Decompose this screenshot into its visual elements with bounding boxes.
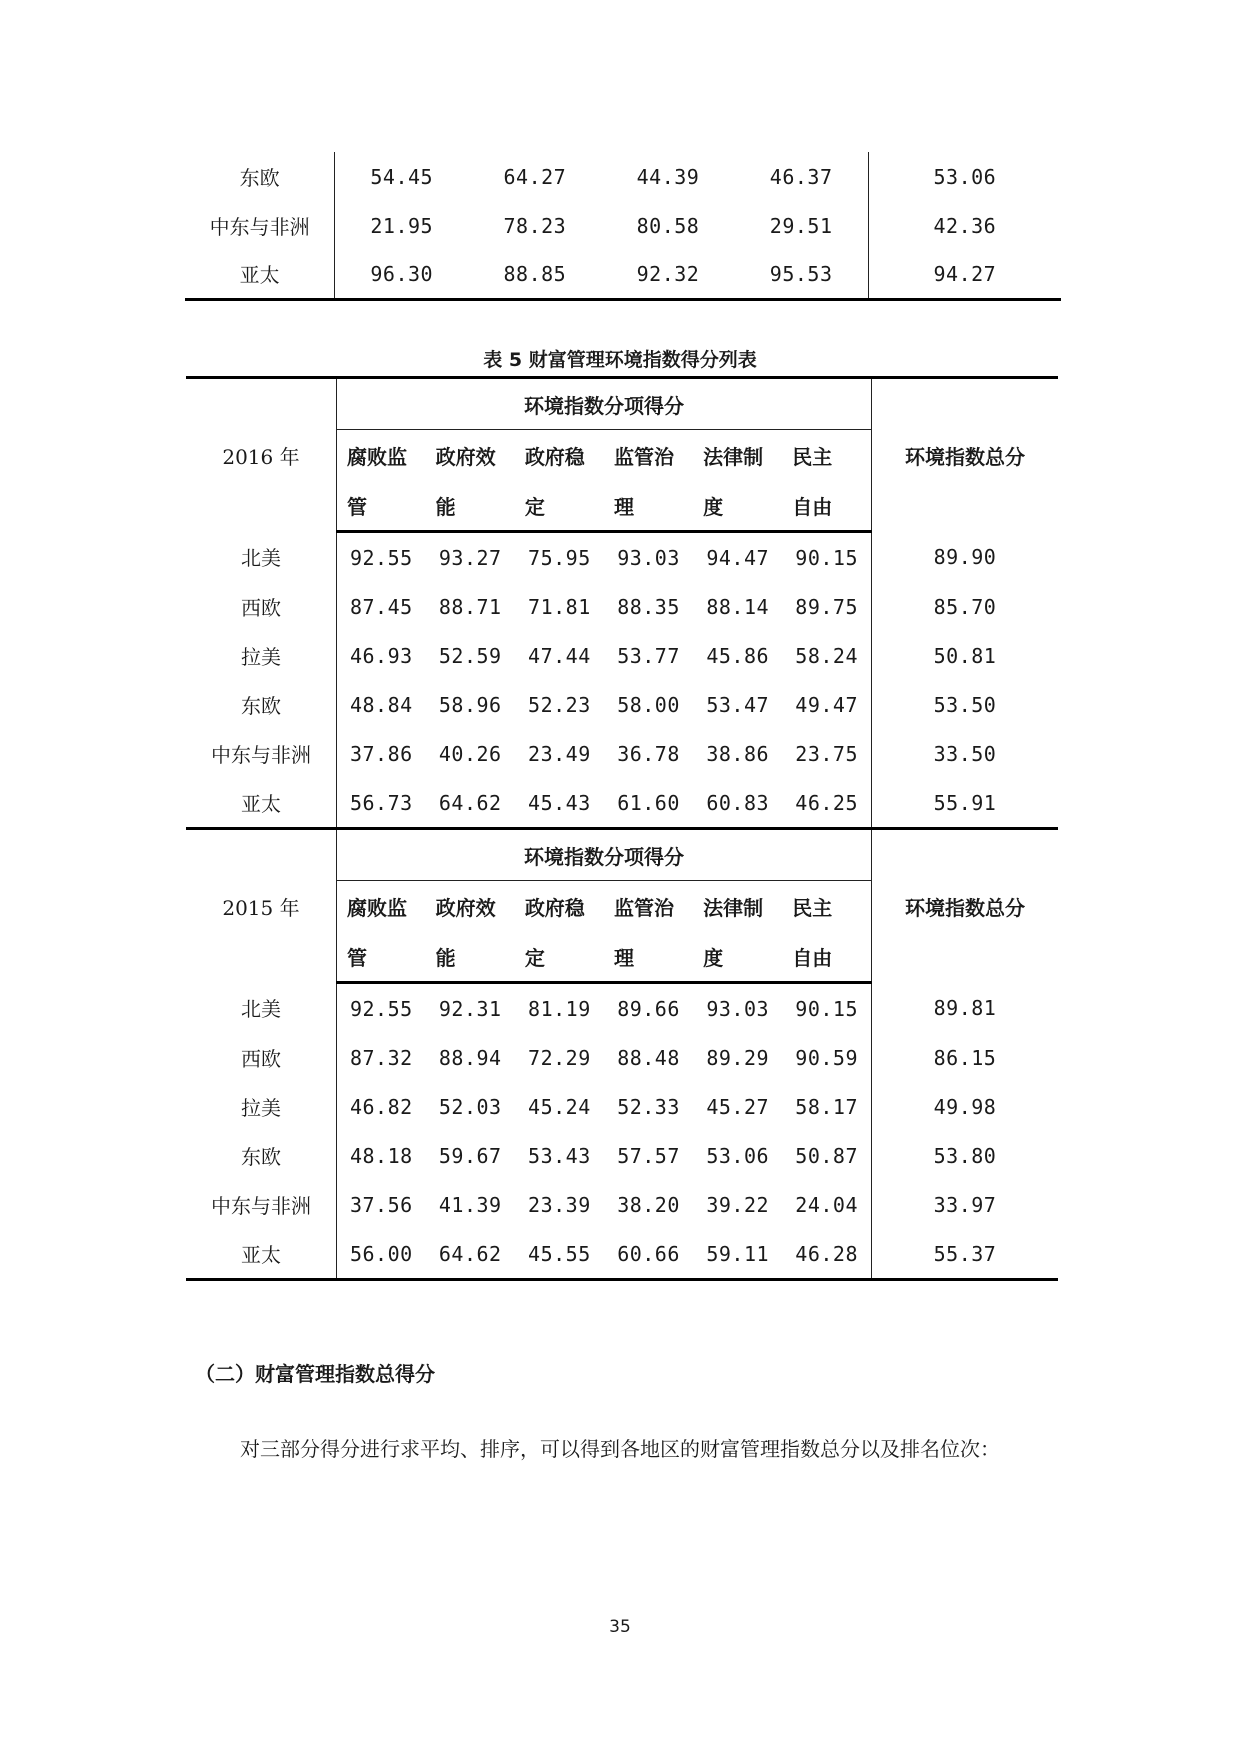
- column-header: 腐败监: [347, 895, 407, 920]
- value-cell: 37.86: [349, 741, 413, 766]
- header-row: [186, 378, 1058, 430]
- column-header: 自由: [782, 480, 871, 532]
- year-header: 2015 年: [186, 829, 337, 983]
- value-cell: 87.45: [349, 594, 413, 619]
- value-cell: 53.77: [617, 643, 680, 668]
- value-cell: 58.96: [438, 692, 502, 717]
- value-cell: 72.29: [528, 1045, 591, 1070]
- page-number: 35: [609, 1617, 631, 1637]
- value-cell: 96.30: [335, 250, 469, 299]
- total-header: 环境指数总分: [872, 829, 1059, 983]
- value-cell: 46.28: [782, 1229, 871, 1280]
- total-cell: 55.91: [872, 778, 1059, 829]
- value-cell: 23.49: [528, 741, 591, 766]
- table-row: [186, 729, 1058, 778]
- region-cell: 中东与非洲: [186, 729, 337, 778]
- value-cell: 45.27: [706, 1094, 770, 1119]
- value-cell: 37.56: [349, 1192, 413, 1217]
- value-cell: 50.87: [795, 1143, 858, 1168]
- value-cell: 88.14: [706, 594, 770, 619]
- year-header: 2016 年: [186, 378, 337, 532]
- value-cell: 92.55: [349, 545, 413, 570]
- value-cell: 52.59: [438, 643, 502, 668]
- table-row: [185, 250, 1061, 299]
- region-cell: 东欧: [185, 152, 335, 201]
- value-cell: 61.60: [617, 790, 680, 815]
- value-cell: 94.47: [706, 545, 770, 570]
- value-cell: 93.03: [706, 996, 770, 1021]
- value-cell: 89.75: [795, 594, 858, 619]
- value-cell: 41.39: [438, 1192, 502, 1217]
- value-cell: 75.95: [528, 545, 591, 570]
- value-cell: 90.15: [795, 545, 858, 570]
- table-row: [186, 1033, 1058, 1082]
- value-cell: 90.15: [795, 996, 858, 1021]
- region-cell: 拉美: [186, 1082, 337, 1131]
- region-cell: 北美: [186, 983, 337, 1034]
- column-header: 民主: [792, 895, 833, 920]
- region-cell: 东欧: [186, 1131, 337, 1180]
- value-cell: 46.93: [349, 643, 413, 668]
- value-cell: 64.62: [438, 790, 502, 815]
- value-cell: 29.51: [769, 213, 833, 238]
- total-cell: 55.37: [872, 1229, 1059, 1280]
- section-heading: （二）财富管理指数总得分: [195, 1362, 435, 1386]
- value-cell: 49.47: [795, 692, 858, 717]
- table-row: [186, 1082, 1058, 1131]
- region-cell: 亚太: [186, 1229, 337, 1280]
- region-cell: 北美: [186, 532, 337, 583]
- value-cell: 53.47: [706, 692, 770, 717]
- value-cell: 64.62: [426, 1229, 515, 1280]
- column-header: 度: [693, 480, 782, 532]
- region-cell: 西欧: [186, 1033, 337, 1082]
- column-header: 理: [604, 931, 693, 983]
- value-cell: 52.23: [528, 692, 591, 717]
- value-cell: 93.27: [438, 545, 502, 570]
- value-cell: 95.53: [735, 250, 869, 299]
- table-5-environment-index: [186, 376, 1058, 1281]
- table-row: [186, 1180, 1058, 1229]
- region-cell: 中东与非洲: [185, 201, 335, 250]
- body-paragraph: 对三部分得分进行求平均、排序，可以得到各地区的财富管理指数总分以及排名位次：: [240, 1437, 1000, 1461]
- column-header: 管: [337, 931, 426, 983]
- total-cell: 33.50: [872, 729, 1059, 778]
- value-cell: 88.94: [438, 1045, 502, 1070]
- value-cell: 71.81: [528, 594, 591, 619]
- value-cell: 38.20: [617, 1192, 680, 1217]
- value-cell: 88.48: [617, 1045, 680, 1070]
- region-cell: 拉美: [186, 631, 337, 680]
- table-row: [186, 983, 1058, 1034]
- total-cell: 89.81: [872, 983, 1059, 1034]
- table-row: [186, 532, 1058, 583]
- value-cell: 45.43: [528, 790, 591, 815]
- total-cell: 42.36: [868, 201, 1061, 250]
- value-cell: 46.37: [769, 164, 833, 189]
- value-cell: 24.04: [795, 1192, 858, 1217]
- value-cell: 46.25: [795, 790, 858, 815]
- sub-score-header: 环境指数分项得分: [337, 378, 872, 430]
- table-caption: 表 5 财富管理环境指数得分列表: [483, 349, 757, 371]
- value-cell: 93.03: [617, 545, 680, 570]
- table-row: [186, 680, 1058, 729]
- table-row: [186, 1229, 1058, 1280]
- table-row: [185, 201, 1061, 250]
- value-cell: 78.23: [503, 213, 567, 238]
- value-cell: 87.32: [349, 1045, 413, 1070]
- table-row: [186, 1131, 1058, 1180]
- region-cell: 西欧: [186, 582, 337, 631]
- value-cell: 64.27: [503, 164, 567, 189]
- total-cell: 53.06: [868, 152, 1061, 201]
- total-cell: 53.50: [872, 680, 1059, 729]
- total-cell: 86.15: [872, 1033, 1059, 1082]
- previous-table-continuation: [185, 152, 1061, 301]
- value-cell: 57.57: [617, 1143, 680, 1168]
- region-cell: 亚太: [185, 250, 335, 299]
- value-cell: 52.03: [438, 1094, 502, 1119]
- value-cell: 40.26: [438, 741, 502, 766]
- total-cell: 94.27: [868, 250, 1061, 299]
- total-cell: 53.80: [872, 1131, 1059, 1180]
- column-header: 政府稳: [524, 444, 585, 469]
- header-row: [186, 829, 1058, 881]
- value-cell: 81.19: [528, 996, 591, 1021]
- value-cell: 54.45: [370, 164, 434, 189]
- value-cell: 39.22: [706, 1192, 770, 1217]
- table-row: [185, 152, 1061, 201]
- value-cell: 53.06: [706, 1143, 770, 1168]
- value-cell: 47.44: [528, 643, 591, 668]
- value-cell: 89.66: [617, 996, 680, 1021]
- column-header: 民主: [792, 444, 833, 469]
- value-cell: 92.55: [349, 996, 413, 1021]
- column-header: 监管治: [613, 444, 674, 469]
- value-cell: 21.95: [370, 213, 434, 238]
- total-cell: 89.90: [872, 532, 1059, 583]
- value-cell: 92.32: [601, 250, 734, 299]
- value-cell: 38.86: [706, 741, 770, 766]
- column-header: 腐败监: [347, 444, 407, 469]
- total-cell: 49.98: [872, 1082, 1059, 1131]
- value-cell: 58.17: [795, 1094, 858, 1119]
- value-cell: 90.59: [795, 1045, 858, 1070]
- value-cell: 45.55: [515, 1229, 604, 1280]
- total-cell: 85.70: [872, 582, 1059, 631]
- region-cell: 东欧: [186, 680, 337, 729]
- column-header: 政府效: [435, 444, 496, 469]
- column-header: 理: [604, 480, 693, 532]
- value-cell: 48.18: [349, 1143, 413, 1168]
- value-cell: 89.29: [706, 1045, 770, 1070]
- column-header: 自由: [782, 931, 871, 983]
- column-header: 政府稳: [524, 895, 585, 920]
- value-cell: 92.31: [438, 996, 502, 1021]
- column-header: 法律制: [703, 444, 764, 469]
- column-header: 能: [426, 480, 515, 532]
- value-cell: 80.58: [636, 213, 700, 238]
- column-header: 度: [693, 931, 782, 983]
- value-cell: 56.00: [337, 1229, 426, 1280]
- column-header: 监管治: [613, 895, 674, 920]
- value-cell: 53.43: [528, 1143, 591, 1168]
- value-cell: 88.85: [468, 250, 601, 299]
- value-cell: 23.39: [528, 1192, 591, 1217]
- column-header: 政府效: [435, 895, 496, 920]
- column-header: 能: [426, 931, 515, 983]
- value-cell: 44.39: [636, 164, 700, 189]
- region-cell: 亚太: [186, 778, 337, 829]
- table-row: [186, 582, 1058, 631]
- value-cell: 88.35: [617, 594, 680, 619]
- sub-score-header: 环境指数分项得分: [337, 829, 872, 881]
- value-cell: 60.83: [706, 790, 770, 815]
- total-cell: 33.97: [872, 1180, 1059, 1229]
- region-cell: 中东与非洲: [186, 1180, 337, 1229]
- total-header: 环境指数总分: [872, 378, 1059, 532]
- total-cell: 50.81: [872, 631, 1059, 680]
- column-header: 定: [515, 480, 604, 532]
- value-cell: 45.24: [528, 1094, 591, 1119]
- value-cell: 48.84: [349, 692, 413, 717]
- value-cell: 56.73: [349, 790, 413, 815]
- value-cell: 60.66: [604, 1229, 693, 1280]
- column-header: 法律制: [703, 895, 764, 920]
- column-header: 定: [515, 931, 604, 983]
- value-cell: 58.24: [795, 643, 858, 668]
- table-row: [186, 778, 1058, 829]
- value-cell: 58.00: [617, 692, 680, 717]
- value-cell: 59.67: [438, 1143, 502, 1168]
- value-cell: 52.33: [617, 1094, 680, 1119]
- value-cell: 88.71: [438, 594, 502, 619]
- table-row: [186, 631, 1058, 680]
- column-header: 管: [337, 480, 426, 532]
- value-cell: 23.75: [795, 741, 858, 766]
- value-cell: 59.11: [693, 1229, 782, 1280]
- value-cell: 45.86: [706, 643, 770, 668]
- value-cell: 36.78: [617, 741, 680, 766]
- value-cell: 46.82: [349, 1094, 413, 1119]
